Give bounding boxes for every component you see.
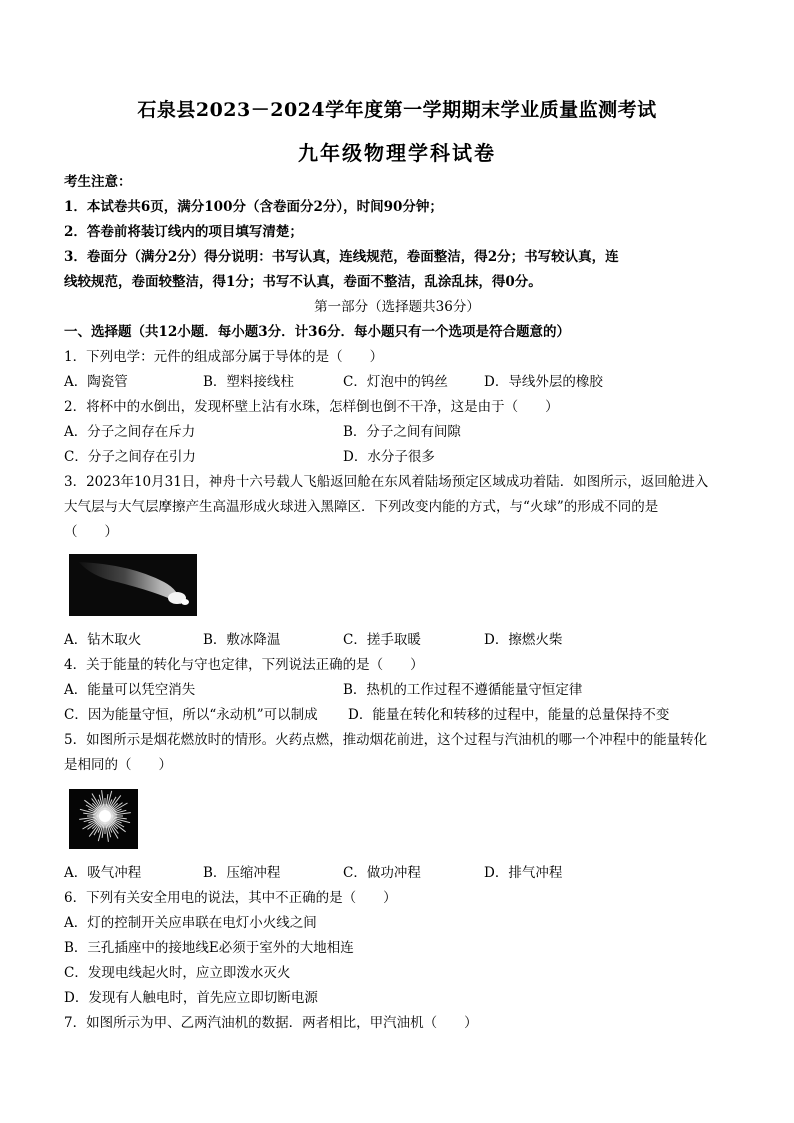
q4-option-b: B．热机的工作过程不遵循能量守恒定律 — [343, 682, 583, 698]
q1-option-a: A．陶瓷管 — [64, 374, 128, 390]
q2-option-b: B．分子之间有间隙 — [343, 424, 461, 440]
q1-option-d: D．导线外层的橡胶 — [484, 374, 603, 390]
q3-stem-line-3: （ ） — [64, 524, 118, 540]
q3-option-a: A．钻木取火 — [64, 632, 142, 648]
reentry-capsule-image — [69, 554, 197, 616]
q1-option-c: C．灯泡中的钨丝 — [343, 374, 448, 390]
q4-option-a: A．能量可以凭空消失 — [64, 682, 196, 698]
q7-stem: 7．如图所示为甲、乙两汽油机的数据．两者相比，甲汽油机（ ） — [64, 1015, 478, 1031]
q2-stem: 2．将杯中的水倒出，发现杯壁上沾有水珠，怎样倒也倒不干净，这是由于（ ） — [64, 399, 559, 415]
q3-option-c: C．搓手取暖 — [343, 632, 421, 648]
q6-option-d: D．发现有人触电时，首先应立即切断电源 — [64, 990, 318, 1006]
notice-item-3: 3．卷面分（满分2分）得分说明：书写认真，连线规范，卷面整洁，得2分；书写较认真，连 — [64, 249, 619, 265]
part1-title: 第一部分（选择题共36分） — [314, 299, 480, 315]
notice-item-3-cont: 线较规范，卷面较整洁，得1分；书写不认真，卷面不整洁，乱涂乱抹，得0分。 — [64, 274, 542, 290]
exam-title: 石泉县2023－2024学年度第一学期期末学业质量监测考试 — [137, 99, 657, 121]
q4-option-d: D．能量在转化和转移的过程中，能量的总量保持不变 — [348, 707, 670, 723]
q5-stem-line-1: 5．如图所示是烟花燃放时的情形。火药点燃，推动烟花前进，这个过程与汽油机的哪一个冲程中的能量转化 — [64, 732, 708, 748]
q6-stem: 6．下列有关安全用电的说法，其中不正确的是（ ） — [64, 890, 397, 906]
q2-option-d: D．水分子很多 — [343, 449, 435, 465]
q5-option-d: D．排气冲程 — [484, 865, 563, 881]
q5-option-c: C．做功冲程 — [343, 865, 421, 881]
notice-heading: 考生注意： — [64, 174, 132, 190]
section-title: 一、选择题（共12小题．每小题3分．计36分．每小题只有一个选项是符合题意的） — [64, 324, 570, 340]
q3-option-b: B．敷冰降温 — [203, 632, 281, 648]
q2-option-a: A．分子之间存在斥力 — [64, 424, 196, 440]
notice-item-1: 1．本试卷共6页，满分100分（含卷面分2分），时间90分钟； — [64, 199, 443, 215]
q5-stem-line-2: 是相同的（ ） — [64, 757, 172, 773]
q6-option-b: B．三孔插座中的接地线E必须于室外的大地相连 — [64, 940, 354, 956]
notice-item-2: 2．答卷前将装订线内的项目填写清楚； — [64, 224, 303, 240]
q4-option-c: C．因为能量守恒，所以“永动机”可以制成 — [64, 707, 318, 723]
q6-option-c: C．发现电线起火时，应立即泼水灭火 — [64, 965, 291, 981]
q3-option-d: D．擦燃火柴 — [484, 632, 563, 648]
q1-stem: 1．下列电学：元件的组成部分属于导体的是（ ） — [64, 349, 384, 365]
q4-stem: 4．关于能量的转化与守也定律，下列说法正确的是（ ） — [64, 657, 424, 673]
exam-subtitle: 九年级物理学科试卷 — [298, 141, 496, 165]
q2-option-c: C．分子之间存在引力 — [64, 449, 196, 465]
q3-stem-line-1: 3．2023年10月31日，神舟十六号载人飞船返回舱在东风着陆场预定区域成功着陆．如图所示，返回舱进入 — [64, 474, 709, 490]
q3-stem-line-2: 大气层与大气层摩擦产生高温形成火球进入黑障区．下列改变内能的方式，与“火球”的形成不同的是 — [64, 499, 659, 515]
q5-option-b: B．压缩冲程 — [203, 865, 281, 881]
fireworks-image — [69, 789, 138, 849]
q5-option-a: A．吸气冲程 — [64, 865, 142, 881]
q1-option-b: B．塑料接线柱 — [203, 374, 294, 390]
q6-option-a: A．灯的控制开关应串联在电灯小火线之间 — [64, 915, 317, 931]
